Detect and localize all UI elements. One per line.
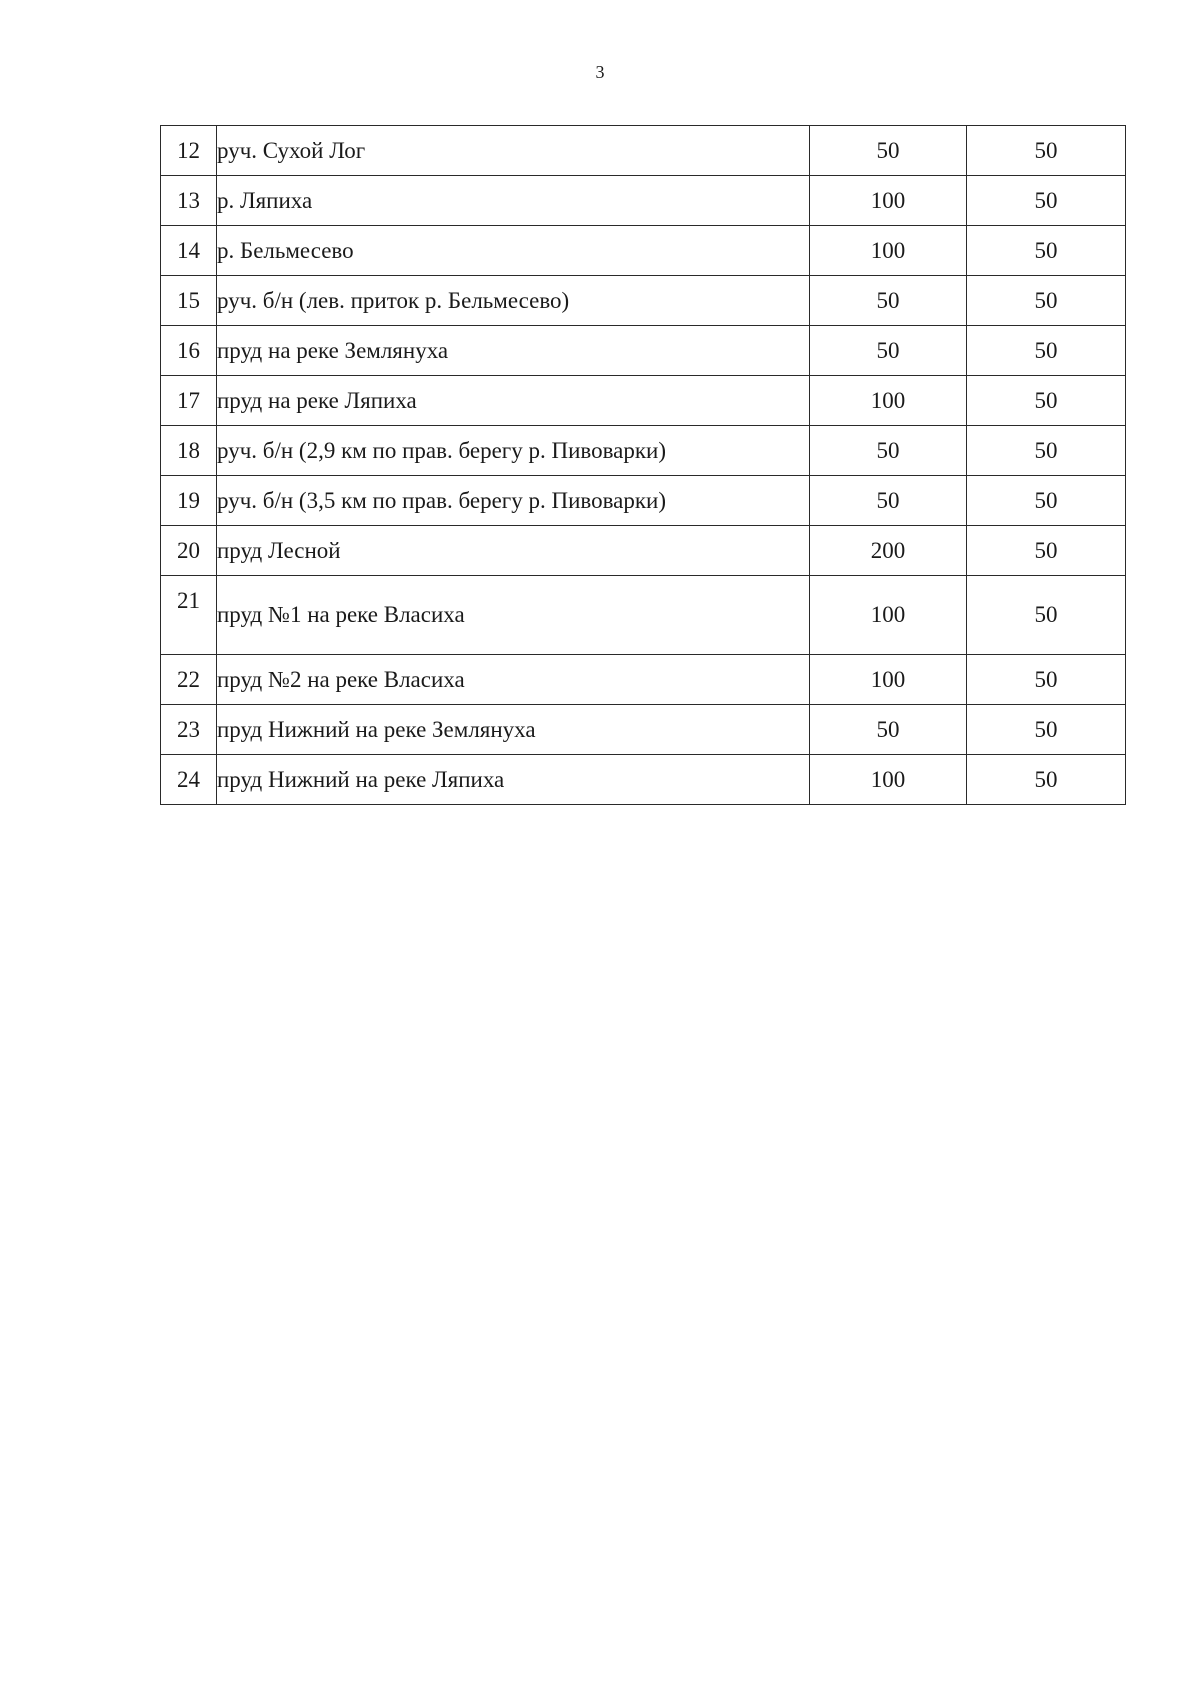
value-column-1: 50: [810, 326, 967, 376]
table-row: [161, 426, 1126, 476]
table-row: [161, 526, 1126, 576]
row-number: 19: [161, 476, 217, 526]
value-column-2: 50: [967, 476, 1126, 526]
water-bodies-table: [160, 125, 1126, 805]
row-number: 18: [161, 426, 217, 476]
water-body-name: р. Ляпиха: [217, 176, 810, 226]
water-body-name: пруд Лесной: [217, 526, 810, 576]
row-number: 15: [161, 276, 217, 326]
value-column-2: 50: [967, 326, 1126, 376]
value-column-2: 50: [967, 226, 1126, 276]
table-row: [161, 226, 1126, 276]
row-number: 12: [161, 126, 217, 176]
table-row: [161, 376, 1126, 426]
value-column-1: 100: [810, 755, 967, 805]
value-column-1: 100: [810, 226, 967, 276]
water-body-name: р. Бельмесево: [217, 226, 810, 276]
value-column-2: 50: [967, 705, 1126, 755]
row-number: 16: [161, 326, 217, 376]
water-body-name: пруд Нижний на реке Ляпиха: [217, 755, 810, 805]
water-body-name: пруд на реке Ляпиха: [217, 376, 810, 426]
row-number: 24: [161, 755, 217, 805]
table-row: [161, 476, 1126, 526]
table-row: [161, 705, 1126, 755]
page-number: 3: [595, 62, 605, 82]
water-body-name: пруд Нижний на реке Землянуха: [217, 705, 810, 755]
value-column-1: 50: [810, 126, 967, 176]
value-column-2: 50: [967, 576, 1126, 655]
water-body-name: пруд на реке Землянуха: [217, 326, 810, 376]
row-number: 21: [161, 576, 217, 655]
water-body-name: руч. б/н (лев. приток р. Бельмесево): [217, 276, 810, 326]
value-column-1: 100: [810, 176, 967, 226]
value-column-1: 100: [810, 655, 967, 705]
value-column-2: 50: [967, 126, 1126, 176]
value-column-2: 50: [967, 276, 1126, 326]
water-body-name: пруд №1 на реке Власиха: [217, 576, 810, 655]
row-number: 17: [161, 376, 217, 426]
row-number: 22: [161, 655, 217, 705]
value-column-2: 50: [967, 426, 1126, 476]
table-row: [161, 655, 1126, 705]
row-number: 23: [161, 705, 217, 755]
value-column-1: 50: [810, 426, 967, 476]
table-row: [161, 276, 1126, 326]
value-column-2: 50: [967, 655, 1126, 705]
row-number: 13: [161, 176, 217, 226]
row-number: 14: [161, 226, 217, 276]
water-body-name: руч. б/н (3,5 км по прав. берегу р. Пивоварки): [217, 476, 810, 526]
value-column-1: 100: [810, 376, 967, 426]
table-row: [161, 755, 1126, 805]
value-column-2: 50: [967, 755, 1126, 805]
value-column-2: 50: [967, 176, 1126, 226]
value-column-1: 100: [810, 576, 967, 655]
water-body-name: пруд №2 на реке Власиха: [217, 655, 810, 705]
table-row: [161, 326, 1126, 376]
value-column-1: 50: [810, 476, 967, 526]
water-body-name: руч. б/н (2,9 км по прав. берегу р. Пивоварки): [217, 426, 810, 476]
value-column-1: 50: [810, 276, 967, 326]
table-row: [161, 576, 1126, 655]
value-column-2: 50: [967, 376, 1126, 426]
row-number: 20: [161, 526, 217, 576]
table-row: [161, 176, 1126, 226]
value-column-1: 50: [810, 705, 967, 755]
table-row: [161, 126, 1126, 176]
value-column-2: 50: [967, 526, 1126, 576]
value-column-1: 200: [810, 526, 967, 576]
water-body-name: руч. Сухой Лог: [217, 126, 810, 176]
